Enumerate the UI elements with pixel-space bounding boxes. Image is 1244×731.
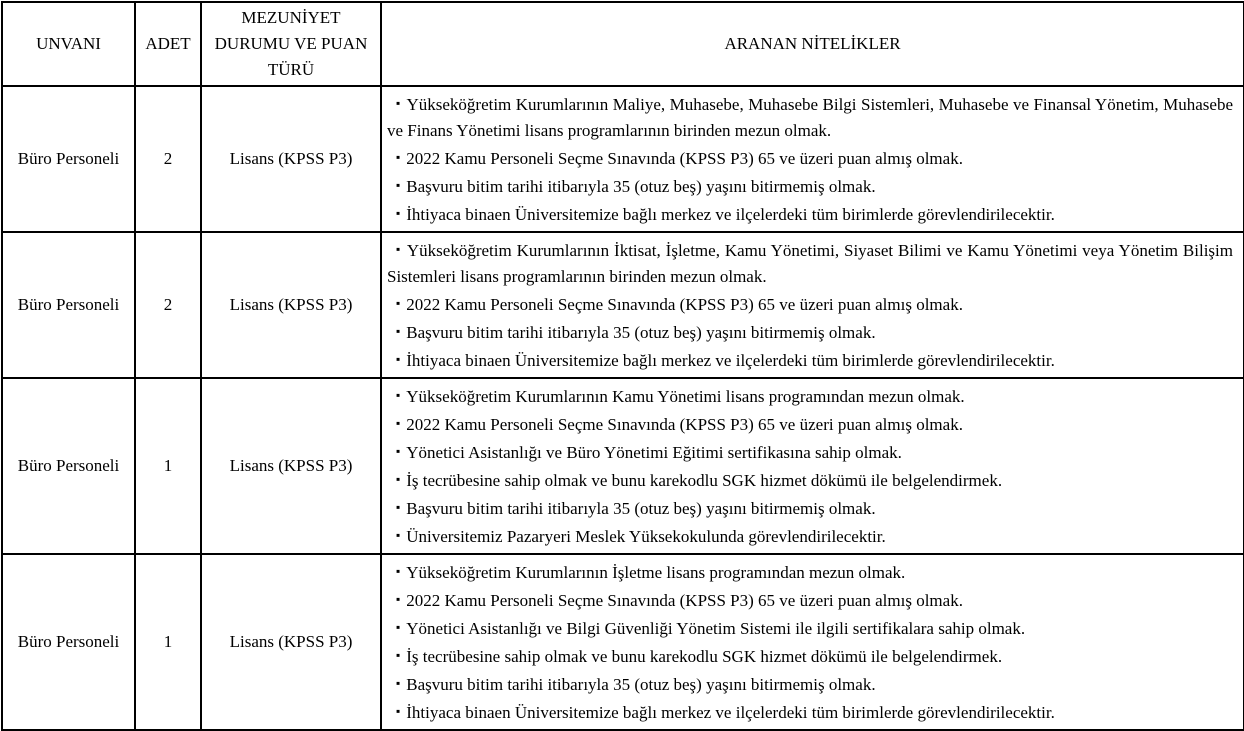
nitelikler-cell	[381, 554, 1244, 730]
bullet-square-icon: ▪	[396, 444, 401, 458]
requirement-item	[387, 522, 1233, 550]
unvani-cell: Büro Personeli	[2, 86, 135, 232]
bullet-square-icon: ▪	[396, 472, 401, 486]
adet-cell: 2	[135, 232, 201, 378]
header-adet: ADET	[135, 2, 201, 86]
requirement-item	[387, 318, 1233, 346]
bullet-square-icon: ▪	[396, 388, 401, 402]
table-row	[2, 554, 1244, 730]
bullet-square-icon: ▪	[396, 178, 401, 192]
bullet-square-icon: ▪	[396, 648, 401, 662]
bullet-square-icon: ▪	[396, 592, 401, 606]
requirement-text: Başvuru bitim tarihi itibarıyla 35 (otuz beş) yaşını bitirmemiş olmak.	[406, 323, 876, 342]
bullet-square-icon: ▪	[396, 296, 401, 310]
requirement-text: Başvuru bitim tarihi itibarıyla 35 (otuz beş) yaşını bitirmemiş olmak.	[406, 499, 876, 518]
requirement-text: Yönetici Asistanlığı ve Büro Yönetimi Eğitimi sertifikasına sahip olmak.	[406, 443, 902, 462]
requirement-item	[387, 698, 1233, 726]
header-mezuniyet: MEZUNİYET DURUMU VE PUAN TÜRÜ	[201, 2, 381, 86]
adet-cell: 1	[135, 378, 201, 554]
requirement-item	[387, 200, 1233, 228]
adet-cell: 1	[135, 554, 201, 730]
requirement-item	[387, 494, 1233, 522]
requirement-item	[387, 614, 1233, 642]
bullet-square-icon: ▪	[396, 500, 401, 514]
requirement-text: Yönetici Asistanlığı ve Bilgi Güvenliği Yönetim Sistemi ile ilgili sertifikalara sahip olmak.	[406, 619, 1026, 638]
nitelikler-cell	[381, 378, 1244, 554]
unvani-cell: Büro Personeli	[2, 232, 135, 378]
requirement-item	[387, 382, 1233, 410]
bullet-square-icon: ▪	[396, 206, 401, 220]
requirement-text: Üniversitemiz Pazaryeri Meslek Yüksekokulunda görevlendirilecektir.	[406, 527, 886, 546]
requirement-text: Yükseköğretim Kurumlarının Kamu Yönetimi lisans programından mezun olmak.	[406, 387, 965, 406]
requirement-item	[387, 670, 1233, 698]
requirement-item	[387, 558, 1233, 586]
requirement-item	[387, 586, 1233, 614]
table-row	[2, 378, 1244, 554]
header-unvani: UNVANI	[2, 2, 135, 86]
bullet-square-icon: ▪	[396, 676, 401, 690]
requirement-item	[387, 438, 1233, 466]
requirement-item	[387, 144, 1233, 172]
bullet-square-icon: ▪	[396, 620, 401, 634]
bullet-square-icon: ▪	[396, 416, 401, 430]
requirement-text: İhtiyaca binaen Üniversitemize bağlı merkez ve ilçelerdeki tüm birimlerde görevlendirilecektir.	[406, 703, 1055, 722]
adet-cell: 2	[135, 86, 201, 232]
bullet-square-icon: ▪	[396, 528, 401, 542]
mezuniyet-cell: Lisans (KPSS P3)	[201, 86, 381, 232]
unvani-cell: Büro Personeli	[2, 378, 135, 554]
requirement-item	[387, 346, 1233, 374]
header-nitelikler: ARANAN NİTELİKLER	[381, 2, 1244, 86]
requirement-text: İş tecrübesine sahip olmak ve bunu karekodlu SGK hizmet dökümü ile belgelendirmek.	[406, 647, 1003, 666]
nitelikler-cell	[381, 86, 1244, 232]
table-row	[2, 232, 1244, 378]
requirement-text: İş tecrübesine sahip olmak ve bunu karekodlu SGK hizmet dökümü ile belgelendirmek.	[406, 471, 1003, 490]
mezuniyet-cell: Lisans (KPSS P3)	[201, 554, 381, 730]
requirement-text: Yükseköğretim Kurumlarının İşletme lisans programından mezun olmak.	[406, 563, 906, 582]
requirement-item	[387, 236, 1233, 290]
requirement-text: Yükseköğretim Kurumlarının İktisat, İşletme, Kamu Yönetimi, Siyaset Bilimi ve Kamu Yönetimi veya Yönetim Bilişim Sistemleri lisans programlarının birinden mezun olmak.	[387, 241, 1233, 286]
requirement-text: Başvuru bitim tarihi itibarıyla 35 (otuz beş) yaşını bitirmemiş olmak.	[406, 177, 876, 196]
requirement-text: 2022 Kamu Personeli Seçme Sınavında (KPSS P3) 65 ve üzeri puan almış olmak.	[406, 415, 963, 434]
requirement-text: 2022 Kamu Personeli Seçme Sınavında (KPSS P3) 65 ve üzeri puan almış olmak.	[406, 591, 963, 610]
mezuniyet-cell: Lisans (KPSS P3)	[201, 232, 381, 378]
requirement-item	[387, 466, 1233, 494]
bullet-square-icon: ▪	[396, 704, 401, 718]
requirement-text: Yükseköğretim Kurumlarının Maliye, Muhasebe, Muhasebe Bilgi Sistemleri, Muhasebe ve Finansal Yönetim, Muhasebe ve Finans Yönetimi lisans programlarının birinden mezun olmak.	[387, 95, 1233, 140]
bullet-square-icon: ▪	[396, 242, 401, 256]
bullet-square-icon: ▪	[396, 324, 401, 338]
job-positions-table	[1, 1, 1244, 731]
requirement-text: İhtiyaca binaen Üniversitemize bağlı merkez ve ilçelerdeki tüm birimlerde görevlendirilecektir.	[406, 351, 1055, 370]
bullet-square-icon: ▪	[396, 96, 401, 110]
requirement-item	[387, 90, 1233, 144]
unvani-cell: Büro Personeli	[2, 554, 135, 730]
requirement-item	[387, 172, 1233, 200]
requirement-text: Başvuru bitim tarihi itibarıyla 35 (otuz beş) yaşını bitirmemiş olmak.	[406, 675, 876, 694]
requirement-text: 2022 Kamu Personeli Seçme Sınavında (KPSS P3) 65 ve üzeri puan almış olmak.	[406, 295, 963, 314]
table-row	[2, 86, 1244, 232]
bullet-square-icon: ▪	[396, 150, 401, 164]
requirement-text: 2022 Kamu Personeli Seçme Sınavında (KPSS P3) 65 ve üzeri puan almış olmak.	[406, 149, 963, 168]
requirement-text: İhtiyaca binaen Üniversitemize bağlı merkez ve ilçelerdeki tüm birimlerde görevlendirilecektir.	[406, 205, 1055, 224]
requirement-item	[387, 410, 1233, 438]
table-header-row	[2, 2, 1244, 86]
nitelikler-cell	[381, 232, 1244, 378]
mezuniyet-cell: Lisans (KPSS P3)	[201, 378, 381, 554]
bullet-square-icon: ▪	[396, 564, 401, 578]
bullet-square-icon: ▪	[396, 352, 401, 366]
requirement-item	[387, 290, 1233, 318]
